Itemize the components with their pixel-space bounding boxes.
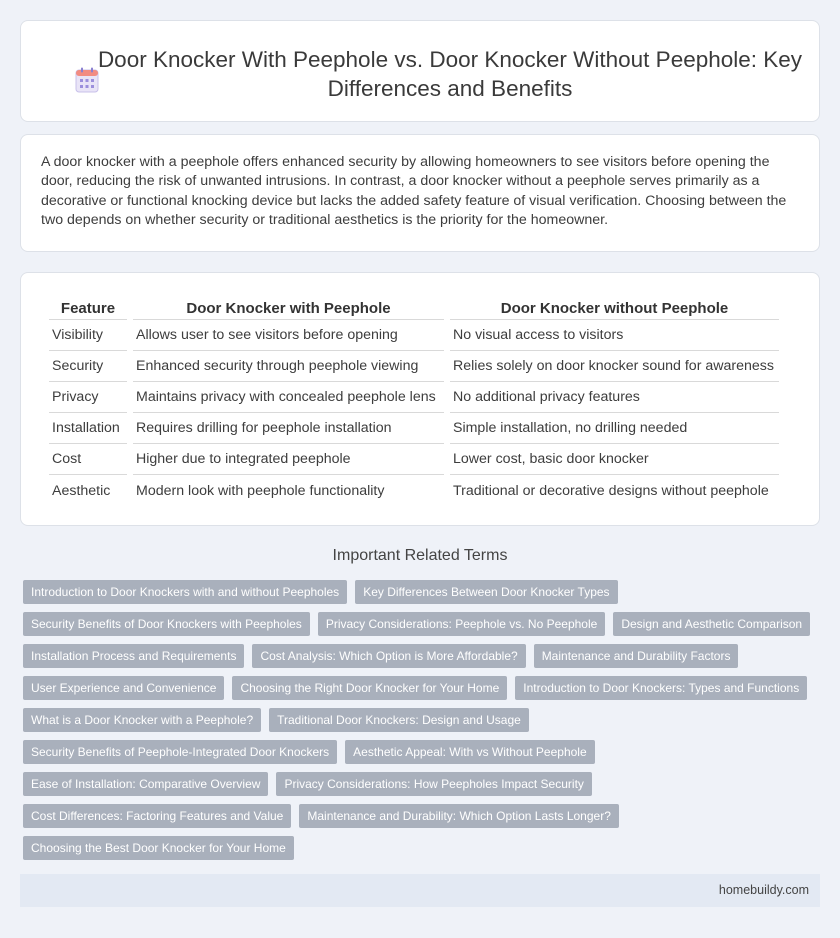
related-term-tag[interactable]: Introduction to Door Knockers: Types and Functions [515,676,807,700]
table-row [49,444,779,475]
cell-with: Maintains privacy with concealed peephole lens [133,382,444,413]
related-term-tag[interactable]: Design and Aesthetic Comparison [613,612,810,636]
page-title: Door Knocker With Peephole vs. Door Knocker Without Peephole: Key Differences and Benefits [97,47,803,101]
tag-row [23,644,823,676]
tag-row [23,612,823,644]
related-term-tag[interactable]: Privacy Considerations: Peephole vs. No Peephole [318,612,606,636]
header-feature: Feature [49,295,127,320]
related-term-tag[interactable]: Privacy Considerations: How Peepholes Impact Security [276,772,591,796]
cell-feature: Cost [49,444,127,475]
table-row [49,382,779,413]
comparison-table [43,295,785,506]
related-term-tag[interactable]: Cost Analysis: Which Option is More Affordable? [252,644,525,668]
footer [20,874,820,907]
related-term-tag[interactable]: Introduction to Door Knockers with and without Peepholes [23,580,347,604]
related-term-tag[interactable]: Aesthetic Appeal: With vs Without Peephole [345,740,594,764]
related-terms-heading: Important Related Terms [332,547,508,564]
footer-site-link[interactable]: homebuildy.com [718,883,809,897]
cell-feature: Security [49,351,127,382]
cell-without: Simple installation, no drilling needed [450,413,779,444]
header-with-peephole: Door Knocker with Peephole [133,295,444,320]
intro-card [20,134,820,252]
related-term-tag[interactable]: Choosing the Right Door Knocker for Your Home [232,676,507,700]
cell-with: Requires drilling for peephole installation [133,413,444,444]
related-term-tag[interactable]: Traditional Door Knockers: Design and Usage [269,708,529,732]
cell-feature: Visibility [49,320,127,351]
table-row [49,351,779,382]
cell-without: No additional privacy features [450,382,779,413]
table-header-row [49,295,779,320]
tag-row [23,676,823,708]
cell-without: Relies solely on door knocker sound for awareness [450,351,779,382]
related-term-tag[interactable]: Ease of Installation: Comparative Overview [23,772,268,796]
related-term-tag[interactable]: Security Benefits of Peephole-Integrated Door Knockers [23,740,337,764]
comparison-table-card [20,272,820,526]
related-term-tag[interactable]: Maintenance and Durability: Which Option Lasts Longer? [299,804,619,828]
table-row [49,413,779,444]
related-term-tag[interactable]: Cost Differences: Factoring Features and Value [23,804,291,828]
tag-row [23,708,823,740]
related-term-tag[interactable]: Key Differences Between Door Knocker Types [355,580,617,604]
cell-feature: Aesthetic [52,482,111,499]
related-term-tag[interactable]: Security Benefits of Door Knockers with Peepholes [23,612,310,636]
tag-row [23,740,823,772]
cell-without: Traditional or decorative designs without peephole [453,482,769,499]
related-term-tag[interactable]: Installation Process and Requirements [23,644,244,668]
tag-row [23,580,823,612]
cell-with: Allows user to see visitors before opening [133,320,444,351]
related-terms-list [23,580,823,868]
cell-feature: Privacy [49,382,127,413]
intro-paragraph: A door knocker with a peephole offers enhanced security by allowing homeowners to see visitors before opening the door, reducing the risk of unwanted intrusions. In contrast, a door knocker without a peephole serves primarily as a decorative or functional knocking device but lacks the added safety feature of visual verification. Choosing between the two depends on whether security or traditional aesthetics is the priority for the homeowner. [41,154,787,229]
cell-feature: Installation [49,413,127,444]
table-row [49,320,779,351]
header-without-peephole: Door Knocker without Peephole [450,295,779,320]
table-row [49,475,779,506]
related-term-tag[interactable]: Choosing the Best Door Knocker for Your Home [23,836,294,860]
tag-row [23,772,823,804]
tag-row [23,804,823,836]
cell-with: Enhanced security through peephole viewing [133,351,444,382]
tag-row [23,836,823,868]
cell-without: Lower cost, basic door knocker [450,444,779,475]
cell-with: Modern look with peephole functionality [136,482,385,499]
related-term-tag[interactable]: User Experience and Convenience [23,676,224,700]
related-term-tag[interactable]: Maintenance and Durability Factors [534,644,739,668]
title-card [20,20,820,122]
cell-without: No visual access to visitors [450,320,779,351]
related-term-tag[interactable]: What is a Door Knocker with a Peephole? [23,708,261,732]
cell-with: Higher due to integrated peephole [133,444,444,475]
